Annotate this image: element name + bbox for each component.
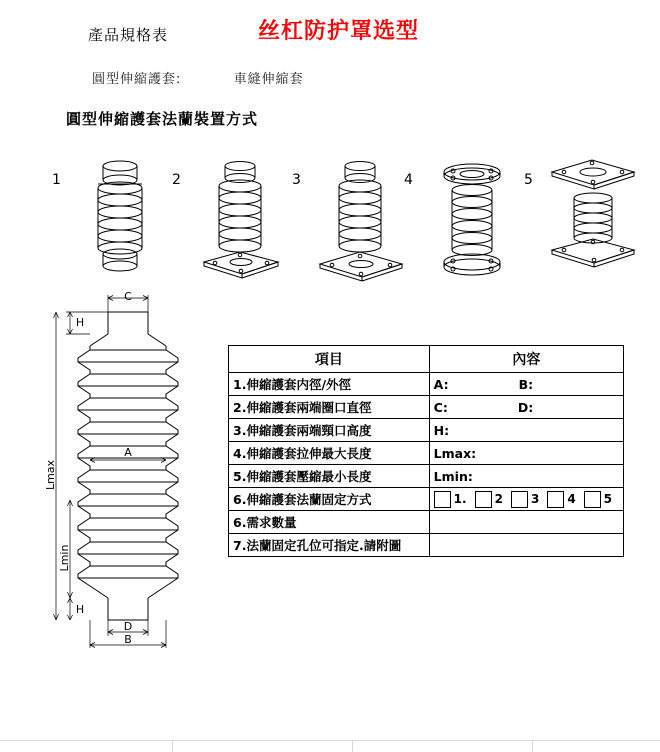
- label-H-top: H: [75, 316, 85, 329]
- spec-table: [228, 345, 624, 557]
- figure-4-number: 4: [404, 172, 413, 188]
- value-b: B:: [518, 376, 534, 392]
- figure-1-number: 1: [52, 172, 61, 188]
- bottom-strip-segment: [172, 741, 353, 752]
- main-title: 丝杠防护罩选型: [258, 19, 420, 44]
- page-title: 產品規格表: [88, 26, 169, 44]
- flange-option-label-4: 4: [567, 492, 576, 506]
- figure-4: [404, 150, 524, 300]
- section-title: 圓型伸縮護套法蘭裝置方式: [66, 110, 259, 128]
- table-row: [229, 534, 624, 557]
- row-value[interactable]: H:: [429, 419, 623, 442]
- row-label: 3.伸縮護套兩端頸口高度: [229, 419, 430, 442]
- value-b: D:: [517, 399, 534, 415]
- table-row: [229, 465, 624, 488]
- row-value[interactable]: [429, 511, 623, 534]
- bellows-illustration-5: [542, 150, 642, 300]
- row-label: 6.伸縮護套法蘭固定方式: [229, 488, 430, 511]
- label-D: D: [123, 620, 133, 633]
- flange-option-label-2: 2: [494, 492, 503, 506]
- figure-2-number: 2: [172, 172, 181, 188]
- row-value[interactable]: Lmin:: [429, 465, 623, 488]
- table-row: [229, 511, 624, 534]
- figure-row: [0, 150, 660, 300]
- flange-option-label-3: 3: [530, 492, 540, 506]
- label-Lmin: Lmin: [58, 544, 71, 572]
- row-value[interactable]: [429, 396, 623, 419]
- table-row: [229, 488, 624, 511]
- bellows-illustration-3: [310, 150, 410, 300]
- figure-5-number: 5: [524, 172, 533, 188]
- subtitle-right: 車縫伸縮套: [233, 72, 304, 87]
- bellows-illustration-4: [422, 150, 522, 300]
- figure-3: [292, 150, 412, 300]
- value-a: C:: [433, 399, 448, 415]
- bottom-strip: [0, 740, 660, 752]
- row-label: 5.伸縮護套壓縮最小長度: [229, 465, 430, 488]
- figure-2: [172, 150, 292, 300]
- flange-option-group: [434, 491, 619, 508]
- row-label: 1.伸縮護套内徑/外徑: [229, 373, 430, 396]
- label-Lmax: Lmax: [44, 459, 57, 491]
- row-value-checkboxes: [429, 488, 623, 511]
- flange-checkbox-5[interactable]: [584, 491, 601, 508]
- flange-checkbox-2[interactable]: [475, 491, 492, 508]
- dimension-drawing: [40, 290, 230, 650]
- table-row: [229, 373, 624, 396]
- label-H-bottom: H: [75, 603, 85, 616]
- table-row: [229, 396, 624, 419]
- label-C: C: [124, 290, 132, 303]
- row-label: 2.伸縮護套兩端圈口直徑: [229, 396, 430, 419]
- table-header-item: 項目: [229, 346, 430, 373]
- flange-option-label-1: 1.: [453, 492, 467, 506]
- table-header-row: [229, 346, 624, 373]
- bottom-strip-segment: [352, 741, 533, 752]
- flange-checkbox-4[interactable]: [547, 491, 564, 508]
- table-row: [229, 442, 624, 465]
- figure-5: [524, 150, 644, 300]
- figure-3-number: 3: [292, 172, 301, 188]
- row-value[interactable]: [429, 373, 623, 396]
- subtitle-left: 圓型伸縮護套:: [92, 72, 182, 87]
- table-header-content: 內容: [429, 346, 623, 373]
- label-A: A: [124, 446, 132, 459]
- subtitle-row: [92, 68, 304, 87]
- label-B: B: [124, 633, 132, 646]
- bellows-illustration-1: [70, 150, 170, 300]
- bottom-strip-segment: [0, 741, 173, 752]
- flange-checkbox-1[interactable]: [434, 491, 451, 508]
- value-a: A:: [433, 376, 449, 392]
- flange-checkbox-3[interactable]: [511, 491, 528, 508]
- figure-1: [52, 150, 172, 300]
- row-label: 6.需求數量: [229, 511, 430, 534]
- table-row: [229, 419, 624, 442]
- row-value[interactable]: [429, 534, 623, 557]
- row-label: 4.伸縮護套拉伸最大長度: [229, 442, 430, 465]
- row-label: 7.法蘭固定孔位可指定.請附圖: [229, 534, 430, 557]
- bellows-illustration-2: [190, 150, 290, 300]
- row-value[interactable]: Lmax:: [429, 442, 623, 465]
- flange-option-label-5: 5: [603, 492, 613, 506]
